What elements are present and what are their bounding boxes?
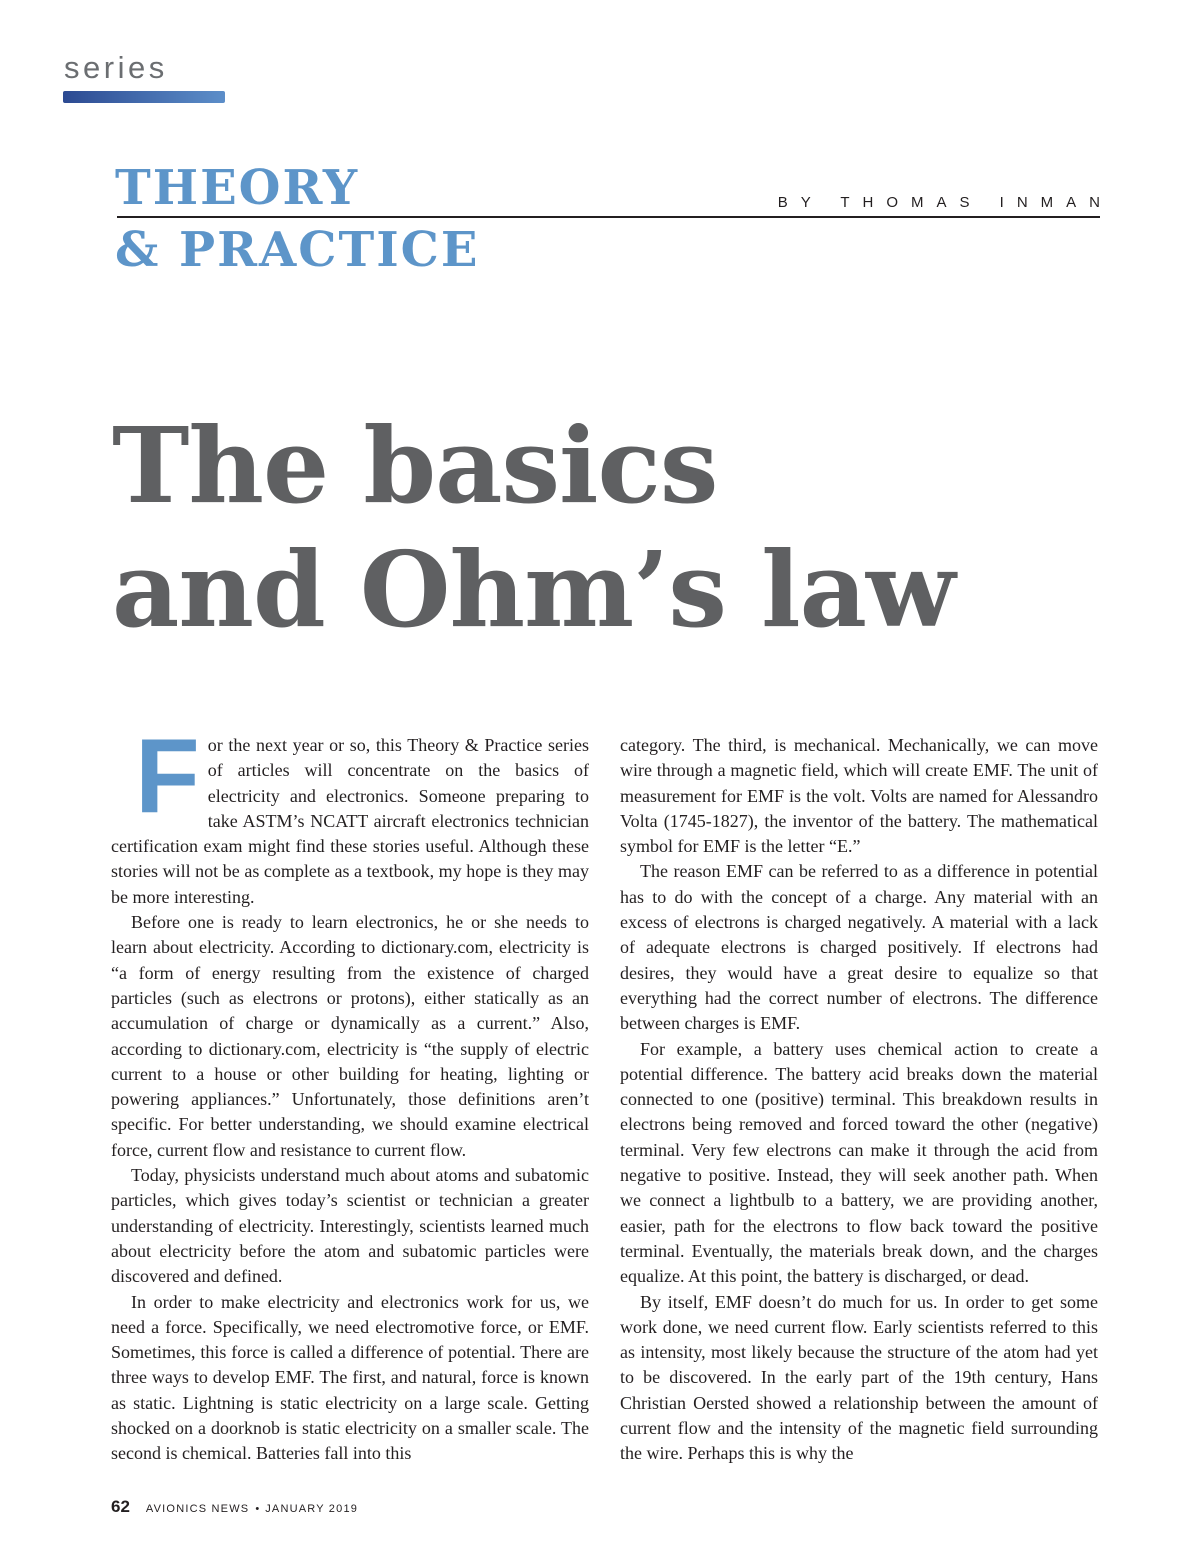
article-column-right: [620, 733, 1098, 1467]
paragraph: For example, a battery uses chemical action to create a potential difference. The battery acid breaks down the material connected to one (positive) terminal. This breakdown results in electrons being removed and forced toward the other (negative) terminal. Very few electrons can make it through the acid from negative to positive. Instead, they will seek another path. When we connect a lightbulb to a battery, we are providing another, easier, path for the electrons to flow back toward the positive terminal. Eventually, the materials break down, and the charges equalize. At this point, the battery is discharged, or dead.: [620, 1038, 1098, 1287]
paragraph: category. The third, is mechanical. Mechanically, we can move wire through a magnetic field, which will create EMF. The unit of measurement for EMF is the volt. Volts are named for Alessandro Volta (1745-1827), the inventor of the battery. The mathematical symbol for EMF is the letter “E.”: [620, 735, 1098, 857]
article-column-left: [111, 717, 589, 1467]
publication-name: AVIONICS NEWS: [145, 1503, 250, 1515]
column-brand-theory: THEORY: [115, 160, 360, 216]
page-footer: [111, 1498, 358, 1516]
paragraph: In order to make electricity and electronics work for us, we need a force. Specifically, we need electromotive force, or EMF. Sometimes, this force is called a difference of potential. There are three ways to develop EMF. The first, and natural, force is known as static. Lightning is static electricity on a large scale. Getting shocked on a doorknob is static electricity on a smaller scale. The second is chemical. Batteries fall into this: [111, 1291, 589, 1464]
paragraph: Before one is ready to learn electronics, he or she needs to learn about electricity. According to dictionary.com, electricity is “a form of energy resulting from the existence of charged particles (such as electrons or protons), either statically as an accumulation of charge or dynamically as a current.” Also, according to dictionary.com, electricity is “the supply of electric current to a house or other building for heating, lighting or powering appliances.” Unfortunately, those definitions aren’t specific. For better understanding, we should examine electrical force, current flow and resistance to current flow.: [111, 912, 589, 1160]
issue-date: JANUARY 2019: [265, 1503, 359, 1515]
paragraph: The reason EMF can be referred to as a difference in potential has to do with the concept of a charge. Any material with an excess of electrons is charged negatively. A material with a lack of adequate electrons is charged positively. If electrons had desires, they would have a great desire to equalize so that everything had the correct number of electrons. The difference between charges is EMF.: [620, 861, 1098, 1034]
series-accent-bar: [63, 91, 225, 103]
drop-cap: F: [135, 717, 200, 835]
paragraph: Today, physicists understand much about atoms and subatomic particles, which gives today’s scientist or technician a greater understanding of electricity. Interestingly, scientists learned much about electricity before the atom and subatomic particles were discovered and defined.: [111, 1165, 589, 1287]
headline-line-2: and Ohm’s law: [112, 528, 955, 651]
page-number: 62: [111, 1497, 130, 1516]
column-brand-practice: & PRACTICE: [115, 222, 480, 278]
article-headline: [112, 404, 1162, 652]
footer-bullet: •: [255, 1503, 260, 1515]
headline-line-1: The basics: [112, 404, 718, 527]
series-label: series: [64, 50, 168, 85]
paragraph: For the next year or so, this Theory & Practice series of articles will concentrate on the basics of electricity and electronics. Someone preparing to take ASTM’s NCATT aircraft electronics technician certification exam might find these stories useful. Although these stories will not be as complete as a textbook, my hope is they may be more interesting.: [111, 717, 589, 907]
paragraph: By itself, EMF doesn’t do much for us. In order to get some work done, we need current flow. Early scientists referred to this as intensity, most likely because the structure of the atom had yet to be discovered. In the early part of the 19th century, Hans Christian Oersted showed a relationship between the amount of current flow and the intensity of the magnetic field surrounding the wire. Perhaps this is why the: [620, 1291, 1098, 1464]
title-rule: [117, 216, 1100, 218]
byline: BY THOMAS INMAN: [777, 194, 1113, 211]
